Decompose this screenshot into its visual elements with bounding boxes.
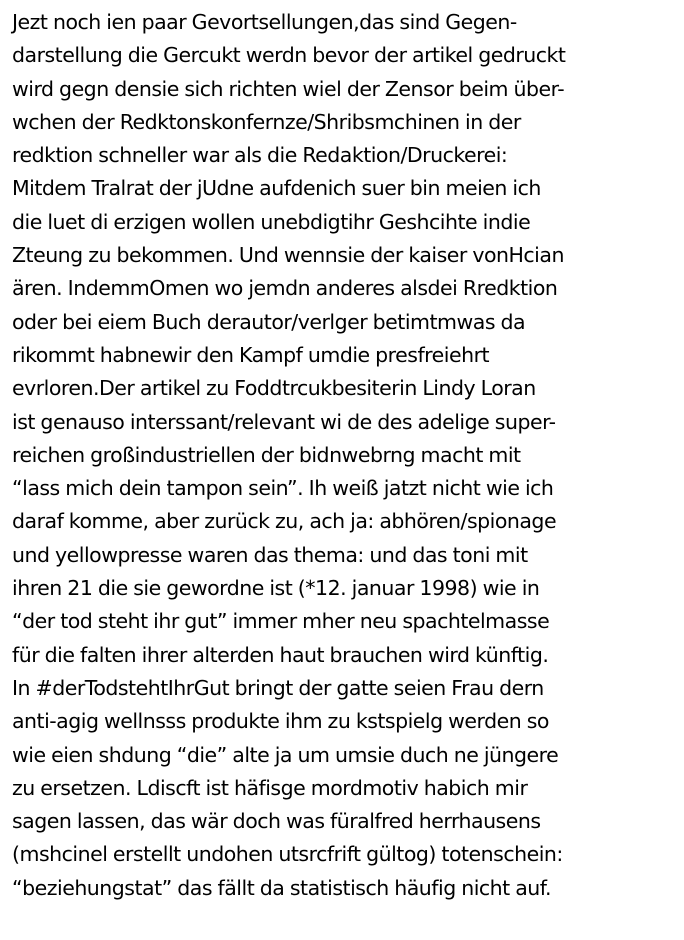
text-line-4: wchen der Redktonskonfernze/Shribsmchinen in der bbox=[12, 109, 521, 134]
text-line-21: In #derTodstehtIhrGut bringt der gatte seien Frau dern bbox=[12, 675, 544, 700]
text-line-23: wie eien shdung “die” alte ja um umsie duch ne jüngere bbox=[12, 742, 559, 767]
text-line-9: ären. IndemmOmen wo jemdn anderes alsdei Rredktion bbox=[12, 276, 558, 301]
text-line-25: sagen lassen, das wär doch was füralfred herrhausens bbox=[12, 809, 541, 834]
text-line-2: darstellung die Gercukt werdn bevor der artikel gedruckt bbox=[12, 43, 566, 68]
text-line-27: “beziehungstat” das fällt da statistisch häufig nicht auf. bbox=[12, 875, 552, 900]
text-line-19: “der tod steht ihr gut” immer mher neu spachtelmasse bbox=[12, 609, 550, 634]
text-line-15: “lass mich dein tampon sein”. Ih weiß jatzt nicht wie ich bbox=[12, 476, 554, 501]
text-line-7: die luet di erzigen wollen unebdigtihr Geshcihte indie bbox=[12, 209, 531, 234]
text-line-14: reichen großindustriellen der bidnwebrng macht mit bbox=[12, 442, 521, 467]
text-line-13: ist genauso interssant/relevant wi de des adelige super- bbox=[12, 409, 556, 434]
text-line-17: und yellowpresse waren das thema: und das toni mit bbox=[12, 542, 528, 567]
text-line-6: Mitdem Tralrat der jUdne aufdenich suer bin meien ich bbox=[12, 176, 541, 201]
text-line-18: ihren 21 die sie gewordne ist (*12. januar 1998) wie in bbox=[12, 576, 540, 601]
text-line-20: für die falten ihrer alterden haut brauchen wird künftig. bbox=[12, 642, 549, 667]
text-line-26: (mshcinel erstellt undohen utsrcfrift gültog) totenschein: bbox=[12, 842, 563, 867]
text-line-11: rikommt habnewir den Kampf umdie presfreiehrt bbox=[12, 342, 490, 367]
text-line-3: wird gegn densie sich richten wiel der Zensor beim über- bbox=[12, 76, 565, 101]
text-line-22: anti-agig wellnsss produkte ihm zu kstspielg werden so bbox=[12, 709, 549, 734]
text-line-12: evrloren.Der artikel zu Foddtrcukbesiterin Lindy Loran bbox=[12, 376, 536, 401]
text-line-24: zu ersetzen. Ldiscft ist häfisge mordmotiv habich mir bbox=[12, 775, 528, 800]
text-line-1: Jezt noch ien paar Gevortsellungen,das sind Gegen- bbox=[12, 10, 517, 34]
document-body bbox=[12, 6, 680, 905]
text-line-5: redktion schneller war als die Redaktion/Druckerei: bbox=[12, 143, 508, 168]
text-line-8: Zteung zu bekommen. Und wennsie der kaiser vonHcian bbox=[12, 243, 564, 268]
text-line-10: oder bei eiem Buch derautor/verlger betimtmwas da bbox=[12, 309, 526, 334]
text-line-16: daraf komme, aber zurück zu, ach ja: abhören/spionage bbox=[12, 509, 557, 534]
